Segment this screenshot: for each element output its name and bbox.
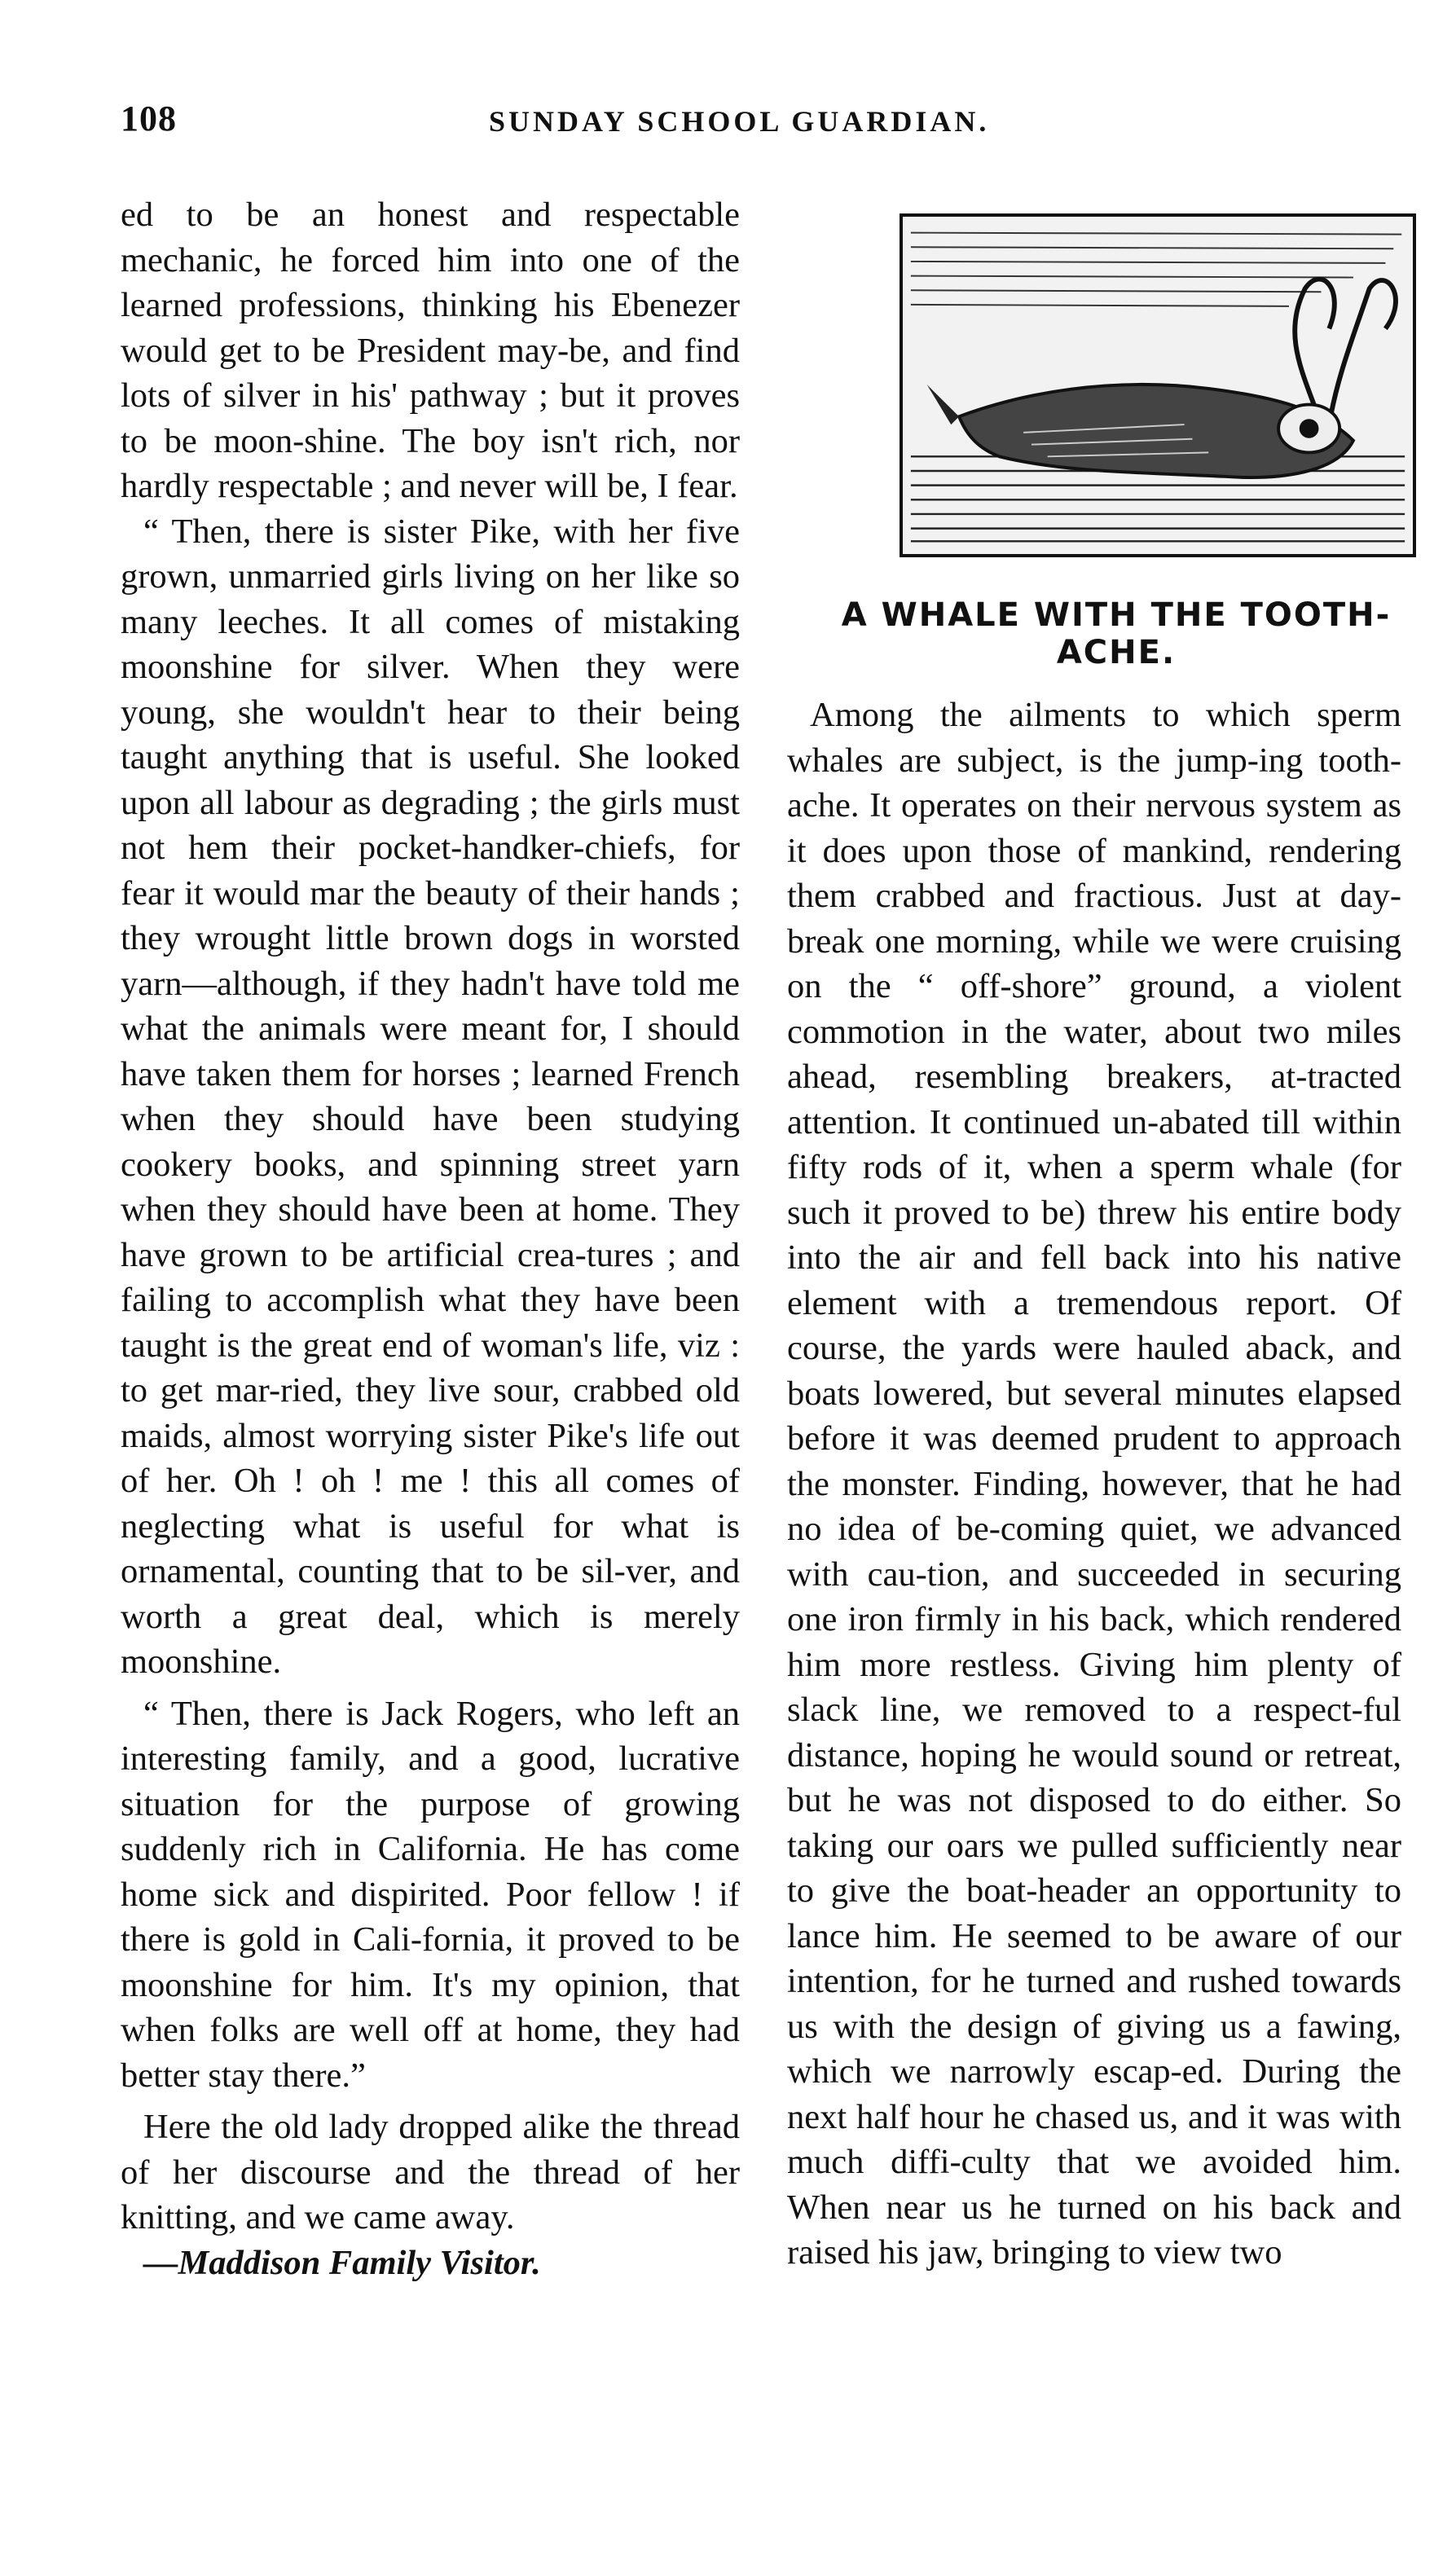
running-head: SUNDAY SCHOOL GUARDIAN. <box>489 105 990 138</box>
whale-illustration <box>900 213 1416 557</box>
attribution: —Maddison Family Visitor. <box>143 2243 541 2282</box>
paragraph: “ Then, there is sister Pike, with her five grown, unmarried girls living on her like so many leeches. It all comes of mistaking moonshine for silver. When they were young, she wouldn't hear to their being taught anything that is useful. She looked upon all labour as degrading ; the girls must not hem their pocket-handker-chiefs, for fear it would mar the beauty of their hands ; they wrought little brown dogs in worsted yarn—although, if they hadn't have told me what the animals were meant for, I should have taken them for horses ; learned French when they should have been studying cookery books, and spinning street yarn when they should have been at home. They have grown to be artificial crea-tures ; and failing to accomplish what they have been taught is the great end of woman's life, viz : to get mar-ried, they live sour, crabbed old maids, almost worrying sister Pike's life out of her. Oh ! oh ! me ! this all comes of neglecting what is useful for what is ornamental, counting that to be sil-ver, and worth a great deal, which is merely moonshine. <box>121 512 740 1681</box>
paragraph: Among the ailments to which sperm whales are subject, is the jump-ing tooth-ache. It operates on their nervous system as it does upon those of mankind, rendering them crabbed and fractious. Just at day-break one morning, while we were cruising on the “ off-shore” ground, a violent commotion in the water, about two miles ahead, resembling breakers, at-tracted attention. It continued un-abated till within fifty rods of it, when a sperm whale (for such it proved to be) threw his entire body into the air and fell back into his native element with a tremendous report. Of course, the yards were hauled aback, and boats lowered, but several minutes elapsed before it was deemed prudent to approach the monster. Finding, however, that he had no idea of be-coming quiet, we advanced with cau-tion, and succeeded in securing one iron firmly in his back, which rendered him more restless. Giving him plenty of slack line, we removed to a respect-ful distance, hoping he would sound or retreat, but he was not disposed to do either. So taking our oars we pulled sufficiently near to give the boat-header an opportunity to lance him. He seemed to be aware of our intention, for he turned and rushed towards us with the design of giving us a fawing, which we narrowly escap-ed. During the next half hour he chased us, and it was with much diffi-culty that we avoided him. When near us he turned on his back and raised his jaw, bringing to view two <box>787 696 1401 2272</box>
right-column <box>787 693 1401 2276</box>
paragraph: “ Then, there is Jack Rogers, who left an interesting family, and a good, lucrative situation for the purpose of growing suddenly rich in California. He has come home sick and dispirited. Poor fellow ! if there is gold in Cali-fornia, it proved to be moonshine for him. It's my opinion, that when folks are well off at home, they had better stay there.” <box>121 1694 740 2095</box>
figure-caption: A WHALE WITH THE TOOTH-ACHE. <box>841 596 1392 671</box>
paragraph: Here the old lady dropped alike the thread of her discourse and the thread of her knitting, and we came away. <box>121 2108 740 2236</box>
paragraph: ed to be an honest and respectable mechanic, he forced him into one of the learned professions, thinking his Ebenezer would get to be President may-be, and find lots of silver in his' pathway ; but it proves to be moon-shine. The boy isn't rich, nor hardly respectable ; and never will be, I fear. <box>121 196 740 505</box>
left-column <box>121 192 740 2285</box>
page-number: 108 <box>121 99 177 139</box>
